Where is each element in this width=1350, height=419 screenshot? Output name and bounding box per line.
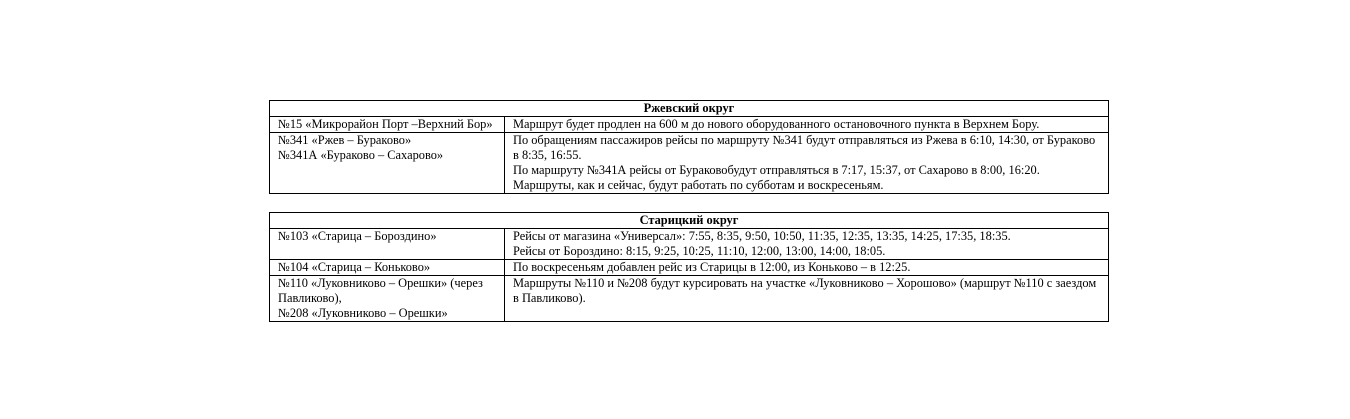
route-description: Маршруты, как и сейчас, будут работать по субботам и воскресеньям. <box>513 178 884 192</box>
route-description: Маршрут будет продлен на 600 м до нового оборудованного остановочного пункта в Верхнем Бору. <box>513 117 1040 131</box>
route-name: №103 «Старица – Бороздино» <box>278 229 437 243</box>
route-description: По обращениям пассажиров рейсы по маршруту №341 будут отправляться из Ржева в 6:10, 14:30, от Бураково в 8:35, 16:55. <box>513 133 1096 162</box>
staritsa-district-table <box>269 212 1109 322</box>
description-cell <box>505 229 1109 260</box>
route-cell <box>270 117 505 133</box>
route-description: Маршруты №110 и №208 будут курсировать на участке «Луковниково – Хорошово» (маршрут №110 с заездом в Павликово). <box>513 276 1097 305</box>
route-name: №208 «Луковниково – Орешки» <box>278 306 448 320</box>
table-row <box>270 133 1109 194</box>
table-row <box>270 229 1109 260</box>
route-description: По воскресеньям добавлен рейс из Старицы в 12:00, из Коньково – в 12:25. <box>513 260 911 274</box>
route-name: №341 «Ржев – Бураково» <box>278 133 412 147</box>
description-cell <box>505 133 1109 194</box>
district-header: Ржевский округ <box>270 101 1109 117</box>
route-cell <box>270 276 505 322</box>
route-cell <box>270 133 505 194</box>
rzhev-district-table <box>269 100 1109 194</box>
table-header-row <box>270 101 1109 117</box>
route-cell <box>270 229 505 260</box>
route-description: По маршруту №341А рейсы от Бураковобудут отправляться в 7:17, 15:37, от Сахарово в 8:00, 16:20. <box>513 163 1040 177</box>
district-header: Старицкий округ <box>270 213 1109 229</box>
route-name: №104 «Старица – Коньково» <box>278 260 431 274</box>
description-cell <box>505 260 1109 276</box>
route-description: Рейсы от Бороздино: 8:15, 9:25, 10:25, 11:10, 12:00, 13:00, 14:00, 18:05. <box>513 244 886 258</box>
table-row <box>270 276 1109 322</box>
route-name: №110 «Луковниково – Орешки» (через Павликово), <box>278 276 483 305</box>
description-cell <box>505 117 1109 133</box>
route-description: Рейсы от магазина «Универсал»: 7:55, 8:35, 9:50, 10:50, 11:35, 12:35, 13:35, 14:25, 17:35, 18:35. <box>513 229 1011 243</box>
route-name: №15 «Микрорайон Порт –Верхний Бор» <box>278 117 493 131</box>
table-header-row <box>270 213 1109 229</box>
route-cell <box>270 260 505 276</box>
description-cell <box>505 276 1109 322</box>
route-name: №341А «Бураково – Сахарово» <box>278 148 444 162</box>
table-row <box>270 117 1109 133</box>
table-row <box>270 260 1109 276</box>
